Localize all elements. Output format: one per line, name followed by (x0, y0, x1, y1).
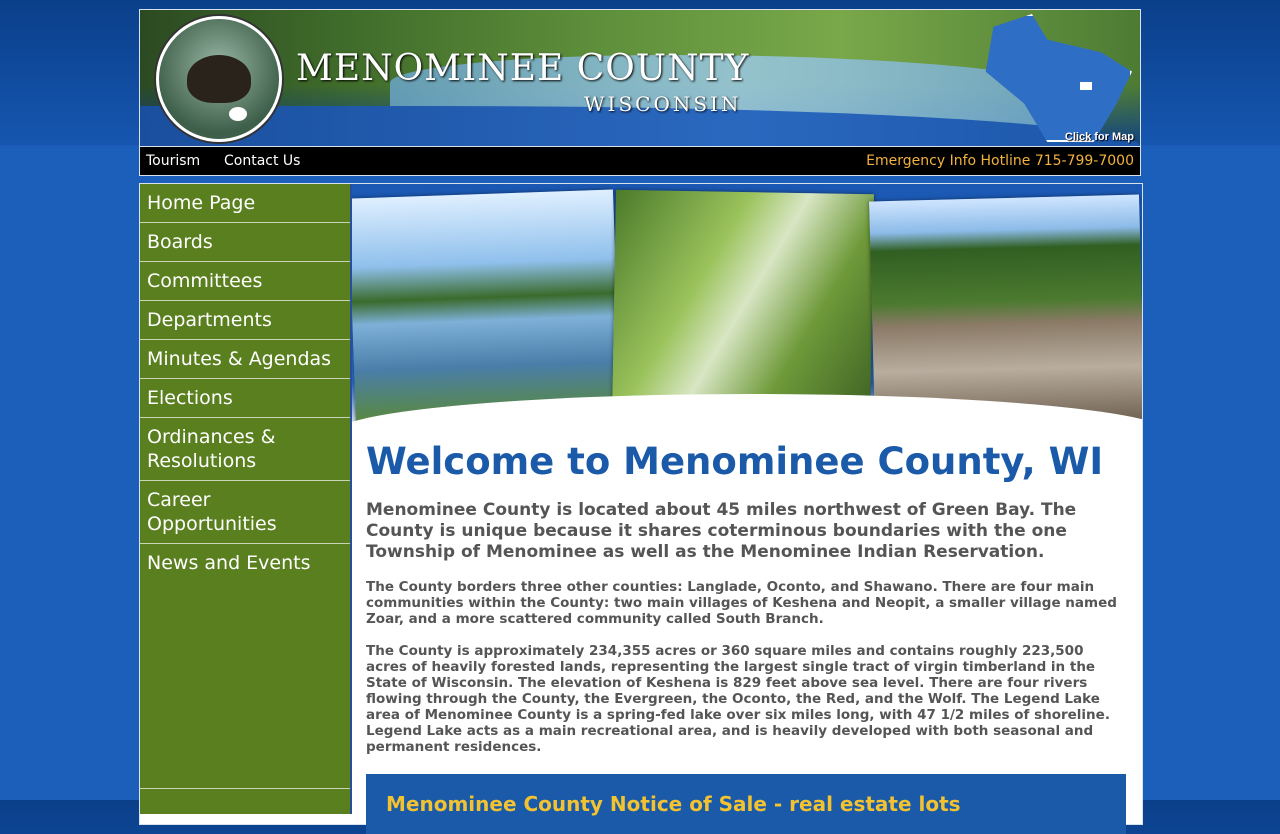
notice-text[interactable]: Menominee County Notice of Sale - real estate lots (386, 792, 961, 816)
sidebar-item-minutes-agendas[interactable]: Minutes & Agendas (140, 340, 350, 379)
notice-banner[interactable] (366, 774, 1126, 834)
hero-photo-strip (352, 184, 1142, 432)
sidebar-item-departments[interactable]: Departments (140, 301, 350, 340)
river-rapids-photo (869, 195, 1142, 430)
geography-paragraph: The County is approximately 234,355 acres or 360 square miles and contains roughly 223,500 acres of heavily forested lands, representing the largest single tract of virgin timberland in the State of Wisconsin. The elevation of Keshena is 829 feet above sea level. There are four rivers flowing through the County, the Evergreen, the Oconto, the Red, and the Wolf. The Legend Lake area of Menominee County is a spring-fed lake over six miles long, with 47 1/2 miles of shoreline. Legend Lake acts as a main recreational area, and is heavily developed with both seasonal and permanent residences. (366, 643, 1110, 755)
main-content (366, 440, 1126, 755)
site-title: MENOMINEE COUNTY (296, 48, 750, 89)
eagle-head-icon (229, 107, 247, 121)
sidebar-item-ordinances-resolutions[interactable]: Ordinances & Resolutions (140, 418, 350, 481)
click-for-map-link[interactable]: Click for Map (1064, 131, 1134, 143)
sidebar-item-home-page[interactable]: Home Page (140, 184, 350, 223)
site-subtitle: WISCONSIN (584, 92, 742, 116)
intro-paragraph: Menominee County is located about 45 miles northwest of Green Bay. The County is unique because it shares coterminous boundaries with the one Township of Menominee as well as the Menominee Indian Reservation. (366, 500, 1077, 562)
sidebar-item-elections[interactable]: Elections (140, 379, 350, 418)
sidebar-item-news-events[interactable]: News and Events (147, 552, 311, 574)
county-location-marker (1080, 82, 1092, 90)
emergency-hotline: Emergency Info Hotline 715-799-7000 (866, 153, 1134, 169)
borders-paragraph: The County borders three other counties: Langlade, Oconto, and Shawano. There are four main communities within the County: two main villages of Keshena and Neopit, a smaller village named Zoar, and a more scattered community called South Branch. (366, 579, 1117, 627)
birch-tree-photo (612, 190, 874, 424)
sidebar-item-career-opportunities[interactable]: Career Opportunities (140, 481, 350, 544)
top-nav-bar (139, 147, 1141, 176)
county-seal-logo[interactable] (156, 16, 282, 142)
sidebar-item-boards[interactable]: Boards (140, 223, 350, 262)
sidebar-nav (140, 184, 350, 814)
main-panel (139, 183, 1143, 825)
lake-photo (352, 189, 621, 428)
nav-link-tourism[interactable]: Tourism (146, 153, 201, 169)
eagle-icon (187, 55, 251, 103)
sidebar-item-committees[interactable]: Committees (140, 262, 350, 301)
page-title: Welcome to Menominee County, WI (366, 440, 1104, 483)
page (139, 9, 1141, 816)
header-banner (139, 9, 1141, 147)
sidebar-divider-line (140, 788, 350, 789)
nav-link-contact-us[interactable]: Contact Us (224, 153, 301, 169)
